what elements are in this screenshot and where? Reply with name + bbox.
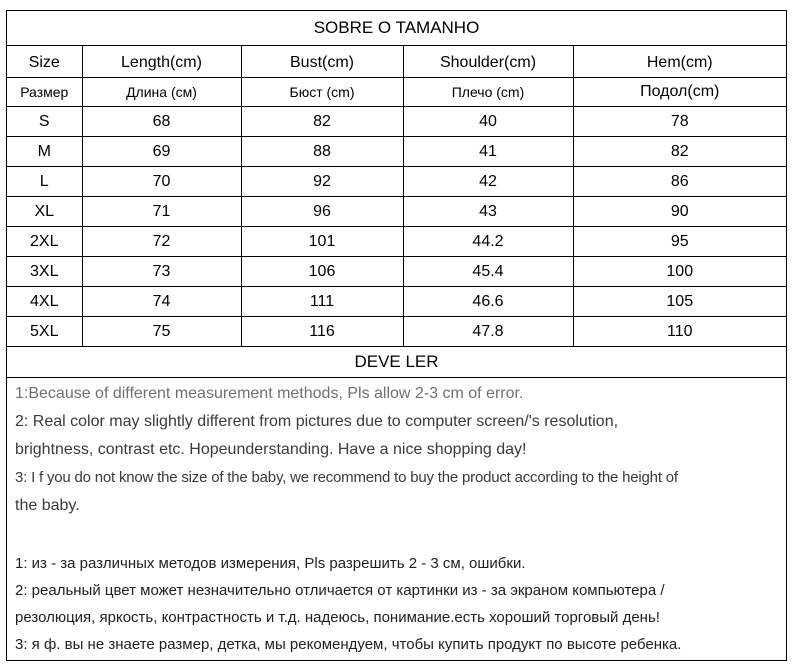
table-cell: 92 (241, 167, 403, 197)
table-cell: 101 (241, 227, 403, 257)
table-cell: 45.4 (403, 257, 573, 287)
table-cell: 90 (573, 197, 786, 227)
table-row (7, 137, 786, 167)
size-chart (6, 10, 787, 661)
table-cell: 110 (573, 317, 786, 347)
table-cell: 43 (403, 197, 573, 227)
table-cell: 82 (573, 137, 786, 167)
notes-section (7, 378, 786, 660)
table-row (7, 227, 786, 257)
table-cell: 68 (82, 107, 241, 137)
table-cell: 46.6 (403, 287, 573, 317)
table-cell: 44.2 (403, 227, 573, 257)
table-row (7, 197, 786, 227)
table-cell: 3XL (7, 257, 82, 287)
note-ru-2: 2: реальный цвет может незначительно отличается от картинки из - за экраном компьютера / (15, 582, 665, 599)
table-cell: 71 (82, 197, 241, 227)
table-row (7, 317, 786, 347)
note-ru-2-cont: резолюция, яркость, контрастность и т.д. надеюсь, понимание.есть хороший торговый день! (15, 609, 660, 626)
size-table (7, 46, 786, 347)
table-cell: M (7, 137, 82, 167)
header-size: Size (7, 46, 82, 78)
table-cell: 69 (82, 137, 241, 167)
table-row (7, 167, 786, 197)
table-cell: 4XL (7, 287, 82, 317)
note-en-3: 3: I f you do not know the size of the baby, we recommend to buy the product according to the height of (15, 469, 678, 486)
table-row (7, 257, 786, 287)
table-cell: 100 (573, 257, 786, 287)
header-shoulder: Shoulder(cm) (403, 46, 573, 78)
table-row (7, 287, 786, 317)
note-en-3-cont: the baby. (15, 497, 80, 514)
table-cell: XL (7, 197, 82, 227)
table-cell: 70 (82, 167, 241, 197)
header-hem: Hem(cm) (573, 46, 786, 78)
table-cell: L (7, 167, 82, 197)
note-ru-1: 1: из - за различных методов измерения, Pls разрешить 2 - 3 см, ошибки. (15, 555, 526, 572)
note-en-2: 2: Real color may slightly different from pictures due to computer screen/'s resolution, (15, 413, 619, 430)
note-en-1: 1:Because of different measurement methods, Pls allow 2-3 cm of error. (15, 385, 524, 402)
table-cell: 78 (573, 107, 786, 137)
table-cell: 111 (241, 287, 403, 317)
note-en-2-cont: brightness, contrast etc. Hopeunderstanding. Have a nice shopping day! (15, 441, 527, 458)
table-cell: 116 (241, 317, 403, 347)
note-ru-3: 3: я ф. вы не знаете размер, детка, мы рекомендуем, чтобы купить продукт по высоте ребенка. (15, 636, 682, 653)
table-cell: 73 (82, 257, 241, 287)
table-cell: 86 (573, 167, 786, 197)
chart-title: SOBRE O TAMANHO (7, 11, 786, 46)
table-cell: 96 (241, 197, 403, 227)
table-cell: 41 (403, 137, 573, 167)
table-cell: 75 (82, 317, 241, 347)
table-cell: 5XL (7, 317, 82, 347)
table-cell: 106 (241, 257, 403, 287)
notes-title: DEVE LER (7, 347, 786, 378)
notes-spacer (15, 520, 778, 550)
header-hem-ru: Подол(cm) (573, 78, 786, 107)
table-row (7, 107, 786, 137)
table-cell: S (7, 107, 82, 137)
table-cell: 82 (241, 107, 403, 137)
table-cell: 74 (82, 287, 241, 317)
table-cell: 105 (573, 287, 786, 317)
table-cell: 40 (403, 107, 573, 137)
header-length: Length(cm) (82, 46, 241, 78)
table-cell: 95 (573, 227, 786, 257)
header-bust: Bust(cm) (241, 46, 403, 78)
header-length-ru: Длина (см) (82, 78, 241, 107)
table-cell: 72 (82, 227, 241, 257)
table-cell: 2XL (7, 227, 82, 257)
table-cell: 42 (403, 167, 573, 197)
table-cell: 47.8 (403, 317, 573, 347)
header-size-ru: Размер (7, 78, 82, 107)
header-shoulder-ru: Плечо (cm) (403, 78, 573, 107)
header-bust-ru: Бюст (cm) (241, 78, 403, 107)
table-cell: 88 (241, 137, 403, 167)
